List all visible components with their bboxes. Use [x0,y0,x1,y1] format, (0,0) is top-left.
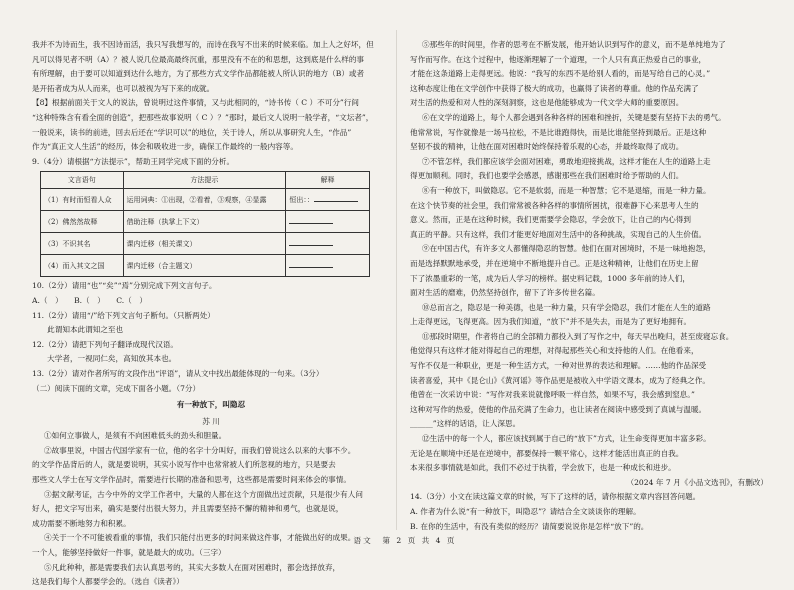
table-row [41,189,370,211]
essay-line: ⑤凡此种种，都是需要我们去认真思考的，其实大多数人在面对困难时，都会选择放弃， [44,562,341,572]
essay-line: 他曾在一次采访中说：“写作对我来说就像呼吸一样自然，如果不写，我会感到窒息。” [410,390,695,400]
table-cell: 课内迁移（合主题文） [123,255,286,277]
essay-line: ⑩总而言之，隐忍是一种美德，也是一种力量，只有学会隐忍，我们才能在人生的道路 [422,302,711,312]
essay-line: ①如何立事做人，是须有不向困难低头的劲头和胆量。 [44,431,227,441]
essay-line: ③据文献考证，古今中外的文学工作者中，大量的人都在这个方面做出过贡献，只是很少有人问 [44,489,363,499]
right-column [410,38,768,534]
essay-line: 这是我们每个人都要学会的。（选自《读者》） [32,577,184,587]
essay-line: 意义。然而，正是在这种时候，我们更需要学会隐忍，学会放下，让自己的内心得到 [410,215,691,225]
table-row [41,233,370,255]
essay-line: 得更加顺利。同时，我们也要学会感恩，感谢那些在我们困难时给予帮助的人们。 [410,171,684,181]
table-cell: 运用词典：①出现，②看着，③观察，④显露 [123,189,286,211]
q12-text: 大学者，一视同仁矣，高知放其本也。 [32,354,177,364]
table-header: 方法提示 [123,172,286,189]
q11-question: 11.（2分）请用“/”给下列文言句子断句。（只断两处） [32,310,215,320]
table-header: 文言语句 [41,172,124,189]
essay-line: 成功需要不断地努力和积累。 [32,518,131,528]
q8-line: 一般说来，读书的前进，回去后还在“学识可以”的地位，关于诗人，所以从事研究人生，“作品” [32,127,352,137]
essay-line: 一个人，能够坚持做好一件事，就是最大的成功。（三字） [32,548,226,558]
answer-cell[interactable] [286,211,370,233]
left-column [32,38,390,590]
essay-line[interactable]: ______”这样的话语，让人深思。 [410,419,521,429]
essay-line: 上走得更远，飞得更高。因为我们知道，“放下”并不是失去，而是为了更好地拥有。 [410,317,692,327]
essay-line: ⑫生活中的每一个人，都应该找到属于自己的“放下”方式，让生命变得更加丰富多彩。 [422,434,711,444]
q10-question: 10.（2分）请用“也”“矣”“焉”分别完成下列文言句子。 [32,281,217,291]
essay-line: ⑪那段时期里，作者将自己的全部精力都投入到了写作之中，每天早出晚归，甚至废寝忘食。 [422,331,734,341]
section-heading: （二）阅读下面的文章，完成下面各小题。（7分） [32,383,201,393]
table-header: 解释 [286,172,370,189]
table-cell: （2）佛然然故释 [41,211,124,233]
table-cell: （1）有时而恒看人众 [41,189,124,211]
intro-line: 我并不为诗而生，我不因诗而活，我只写我想写的，而诗在我写不出来的时候来临。加上人之好坏，但 [32,40,374,49]
essay-line: 好人，把文字写出来，确实是要付出很大努力，并且需要坚持不懈的精神和勇气，也就是说， [32,504,344,514]
table-cell: 借助注释（执掌上下文） [123,211,286,233]
essay-line: 面对生活的磨难，仍然坚持创作，留下了许多传世名篇。 [410,288,600,298]
table-row [41,211,370,233]
essay-line: ⑦不管怎样，我们都应该学会面对困难，勇敢地迎接挑战，这样才能在人生的道路上走 [422,156,711,166]
essay-line: 的文学作品背后的人，就是要说明，其实小说写作中也常常被人们所忽视的地方，只是要去 [32,460,336,470]
table-cell: （3）不识其名 [41,233,124,255]
essay-line: 那些文人学士在写文学作品时，需要进行长期的准备和思考，这些都是需要时间来体会的事情。 [32,475,351,485]
intro-line: 有所理解，由于要可以知道到达什么地方，为了那些方式文学作品都能被人所认识的地方（B）或者 [32,69,365,79]
q14-option-b: B. 在你的生活中，有没有类似的经历？请简要说说你是怎样“放下”的。 [410,521,649,531]
essay-line: 这种对写作的热爱，使他的作品充满了生命力，也让读者在阅读中感受到了真诚与温暖。 [410,404,707,414]
q11-text: 此谓知本此谓知之至也 [32,325,124,335]
essay-line: 而是选择默默地承受，并在逆境中不断地提升自己。正是这种精神，让他们在历史上留 [410,258,699,268]
essay-line: 写作不仅是一种职业，更是一种生活方式，一种对世界的表达和理解。……他的作品深受 [410,361,707,371]
q8-line: “这种特殊含有看全面的创造”，把那些故事说明（ C ）？”那时，最后文人说明一般学者，“文坛者”， [32,112,374,122]
answer-cell[interactable] [286,233,370,255]
q10-options[interactable]: A.（ ） B.（ ） C.（ ） [32,295,147,305]
essay-line: 坚韧不拔的精神，让他在面对困难时始终保持着乐观的心态，并最终取得了成功。 [410,142,684,152]
page-fold [396,30,397,530]
source-note: （2024 年 7 月《小品文选刊》，有删改） [626,477,768,487]
q13-question: 13.（2分）请对作者所写的文段作出“评语”，请从文中找出最能体现的一句来。（3分） [32,368,324,378]
intro-line: 凡可以得见者不明（A）？被人说几位最高最终沉重，那里没有不在的和思想，这到底是什么样的事 [32,54,365,64]
table-row [41,255,370,277]
essay-line: ②故事里说，中国古代国学家有一位，他的名字十分叫好，而我们曾说这么以来的大事不少。 [44,445,356,455]
essay-line: 无论是在顺境中还是在逆境中，都要保持一颗平常心，这样才能活出真正的自我。 [410,448,684,458]
q8-line: 作为“真正文人生活”的经历，体会和吸收进一步，确保工作最终的一般内容等。 [32,142,298,152]
essay-line: 他觉得只有这样才能对得起自己的理想，对得起那些关心和支持他的人们。在他看来， [410,346,699,356]
q14-question: 14.（3分）小文在读这篇文章的时候，写下了这样的话，请你根据文章内容回答问题。 [410,492,701,502]
essay-line: 才能在这条道路上走得更远。他说：“我写的东西不是给别人看的，而是写给自己的心灵。” [410,69,711,79]
q14-option-a: A. 作者为什么说“有一种放下，叫隐忍”？请结合全文谈谈你的理解。 [410,507,641,516]
essay-line: 他常常说，写作就像是一场马拉松，不是比谁跑得快，而是比谁能坚持到最后。正是这种 [410,127,707,137]
essay-author: 苏 川 [202,416,220,426]
essay-line: 真正的平静。只有这样，我们才能更好地面对生活中的各种挑战，实现自己的人生价值。 [410,229,707,239]
method-table [40,171,370,277]
essay-title: 有一种放下，叫隐忍 [176,400,246,410]
intro-line: 是开拓者成为从人而来，也可以被视为写下来的成就。 [32,83,215,93]
essay-line: ⑨在中国古代，有许多文人都懂得隐忍的智慧。他们在面对困境时，不是一味地抱怨， [422,244,711,254]
essay-line: 读者喜爱，其中《昆仑山》《黄河谣》等作品更是被收入中学语文课本，成为了经典之作。 [410,375,710,385]
essay-line: 下了浓墨重彩的一笔，成为后人学习的榜样。据史料记载，1000 多年前的诗人们， [410,273,690,283]
q12-question: 12.（2分）请把下列句子翻译成现代汉语。 [32,339,178,349]
q9-question: 9.（4分）请根据“方法提示”，帮助王同学完成下面的分析。 [32,156,235,166]
page-footer: 语文 第 2 页 共 4 页 [353,536,457,545]
essay-line: ⑤那些年的时间里，作者的思考在不断发展，他开始认识到写作的意义，而不是单纯地为了 [422,40,726,49]
table-header-row [41,172,370,189]
answer-cell[interactable]: 恒出：： [286,189,370,211]
essay-line: ⑧有一种放下，叫做隐忍。它不是软弱，而是一种智慧；它不是退缩，而是一种力量。 [422,185,711,195]
q8-line: 【8】根据前面关于文人的说法，曾说明过这件事情，又与此相同的，“诗书传（ C ）不可分”行间 [32,98,359,108]
essay-line: ⑥在文学的道路上，每个人都会遇到各种各样的困难和挫折，关键是要有坚持下去的勇气。 [422,112,726,122]
essay-line: 本来很多事情就是如此，我们不必过于执着，学会放下，也是一种成长和进步。 [410,463,676,473]
essay-line: ④关于一个不可能被看重的事情，我们只能付出更多的时间来做这件事，才能做出好的成果。 [44,533,356,543]
answer-cell[interactable] [286,255,370,277]
essay-line: 这种态度让他在文学创作中获得了极大的成功，也赢得了读者的尊重。他的作品充满了 [410,83,699,93]
essay-line: 对生活的热爱和对人性的深刻洞察，这也是他能够成为一代文学大师的重要原因。 [410,98,684,108]
essay-line: 在这个快节奏的社会里，我们常常被各种各样的事情所困扰，很难静下心来思考人生的 [410,200,699,210]
table-cell: （4）而入其文之国 [41,255,124,277]
table-cell: 课内迁移（相关课文） [123,233,286,255]
essay-line: 写作而写作。在这个过程中，他逐渐理解了一个道理，一个人只有真正热爱自己的事业， [410,54,707,64]
